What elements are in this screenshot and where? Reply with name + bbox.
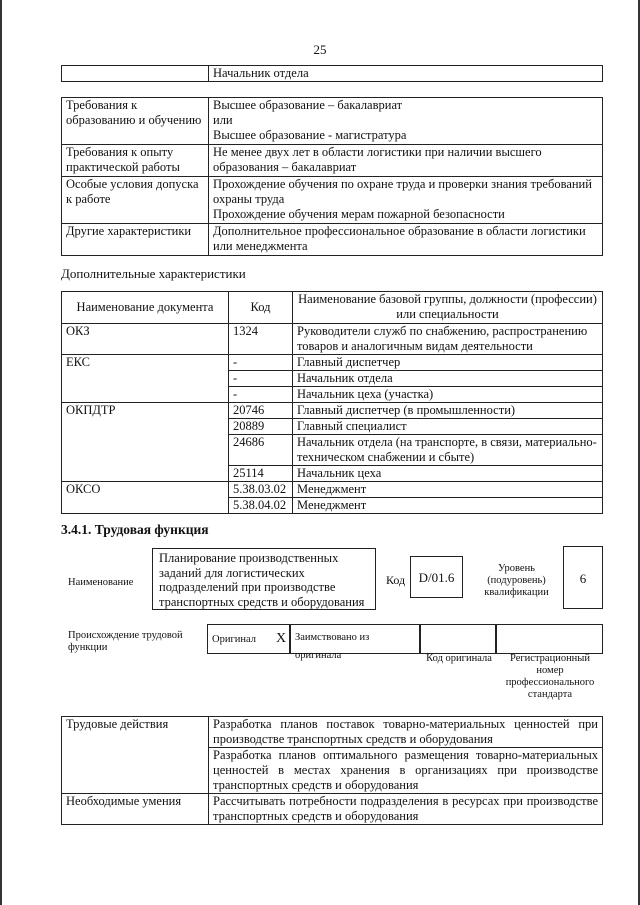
cell-doc: [62, 466, 229, 482]
cell-doc: [62, 435, 229, 466]
col-header-doc: Наименование документа: [62, 292, 229, 324]
table-row: [62, 717, 603, 748]
table-row: [62, 403, 603, 419]
actions-table: [61, 716, 603, 825]
cell-name: Начальник отдела (на транспорте, в связи, материально-техническом снабжении и сбыте): [293, 435, 603, 466]
additional-table: [61, 291, 603, 514]
req-label-experience: Требования к опыту практической работы: [62, 145, 209, 177]
table-row: [62, 748, 603, 794]
cell-doc: ОКПДТР: [62, 403, 229, 419]
reg-number-label: Регистрационный номер профессионального стандарта: [505, 653, 595, 700]
function-code-value: D/01.6: [410, 556, 463, 598]
code-of-original-label: Код оригинала: [426, 653, 492, 664]
table-row: [62, 482, 603, 498]
job-title-empty-cell: [62, 66, 209, 82]
cell-doc: [62, 371, 229, 387]
col-header-code: Код: [229, 292, 293, 324]
actions-text: Разработка планов оптимального размещения товарно-материальных ценностей в местах хранения в организациях при производстве транспортных средств и оборудования: [209, 748, 603, 794]
req-label-conditions: Особые условия допуска к работе: [62, 177, 209, 224]
job-title-cell: Начальник отдела: [209, 66, 603, 82]
cell-doc: ОКЗ: [62, 324, 229, 355]
requirements-table: [61, 97, 603, 256]
cell-name: Главный диспетчер (в промышленности): [293, 403, 603, 419]
actions-label: Трудовые действия: [62, 717, 209, 748]
cell-name: Руководители служб по снабжению, распространению товаров и аналогичным видам деятельности: [293, 324, 603, 355]
req-value-line: Прохождение обучения мерам пожарной безопасности: [213, 207, 505, 221]
original-box: [207, 624, 290, 654]
cell-code: 20746: [229, 403, 293, 419]
cell-name: Начальник отдела: [293, 371, 603, 387]
table-row: [62, 466, 603, 482]
table-row: [62, 794, 603, 825]
actions-label: [62, 748, 209, 794]
borrowed-box: [290, 624, 420, 661]
level-value: 6: [563, 546, 603, 609]
job-title-row: [61, 65, 603, 82]
cell-code: -: [229, 371, 293, 387]
original-mark: X: [276, 631, 287, 646]
actions-text: Разработка планов поставок товарно-материальных ценностей при производстве транспортных средств и оборудования: [209, 717, 603, 748]
function-heading: 3.4.1. Трудовая функция: [61, 522, 209, 537]
table-row: [62, 387, 603, 403]
req-value-line: Высшее образование - магистратура: [213, 128, 407, 142]
function-name-value: Планирование производственных заданий для логистических подразделений при производстве транспортных средств и оборудования: [152, 548, 376, 610]
cell-code: 20889: [229, 419, 293, 435]
req-label-education: Требования к образованию и обучению: [62, 98, 209, 145]
original-label: Оригинал: [212, 634, 256, 645]
req-label-other: Другие характеристики: [62, 224, 209, 256]
reg-number-box: [496, 624, 603, 654]
scan-left-edge: [0, 0, 2, 905]
cell-name: Начальник цеха: [293, 466, 603, 482]
cell-code: -: [229, 355, 293, 371]
table-row: [62, 419, 603, 435]
skills-label: Необходимые умения: [62, 794, 209, 825]
cell-doc: [62, 419, 229, 435]
cell-code: 5.38.04.02: [229, 498, 293, 514]
req-value-line: или: [213, 113, 233, 127]
function-name-label: Наименование: [68, 577, 134, 588]
cell-name: Менеджмент: [293, 498, 603, 514]
function-code-label: Код: [386, 573, 406, 587]
page-number: 25: [313, 42, 327, 57]
origin-label: Происхождение трудовой функции: [68, 630, 183, 653]
req-value-line: Прохождение обучения по охране труда и проверки знания требований охраны труда: [213, 177, 592, 206]
cell-code: 5.38.03.02: [229, 482, 293, 498]
cell-doc: [62, 498, 229, 514]
cell-name: Менеджмент: [293, 482, 603, 498]
req-value-conditions: [209, 177, 603, 224]
table-row: [62, 435, 603, 466]
borrowed-label: Заимствовано из оригинала: [295, 632, 370, 661]
table-row: [62, 371, 603, 387]
req-value-other: Дополнительное профессиональное образование в области логистики или менеджмента: [209, 224, 603, 256]
table-row: [62, 324, 603, 355]
cell-name: Главный диспетчер: [293, 355, 603, 371]
skills-text: Рассчитывать потребности подразделения в ресурсах при производстве транспортных средств и оборудования: [209, 794, 603, 825]
cell-code: 1324: [229, 324, 293, 355]
cell-doc: [62, 387, 229, 403]
cell-name: Главный специалист: [293, 419, 603, 435]
table-row: [62, 355, 603, 371]
col-header-name: Наименование базовой группы, должности (профессии) или специальности: [293, 292, 603, 324]
table-row: [62, 498, 603, 514]
additional-heading: Дополнительные характеристики: [61, 266, 246, 281]
cell-code: 25114: [229, 466, 293, 482]
req-value-experience: Не менее двух лет в области логистики при наличии высшего образования – бакалавриат: [209, 145, 603, 177]
cell-doc: ЕКС: [62, 355, 229, 371]
cell-name: Начальник цеха (участка): [293, 387, 603, 403]
level-label: Уровень (подуровень) квалификации: [484, 563, 549, 598]
cell-doc: ОКСО: [62, 482, 229, 498]
cell-code: 24686: [229, 435, 293, 466]
req-value-line: Высшее образование – бакалавриат: [213, 98, 403, 112]
cell-code: -: [229, 387, 293, 403]
req-value-education: [209, 98, 603, 145]
code-of-original-box: [420, 624, 496, 654]
